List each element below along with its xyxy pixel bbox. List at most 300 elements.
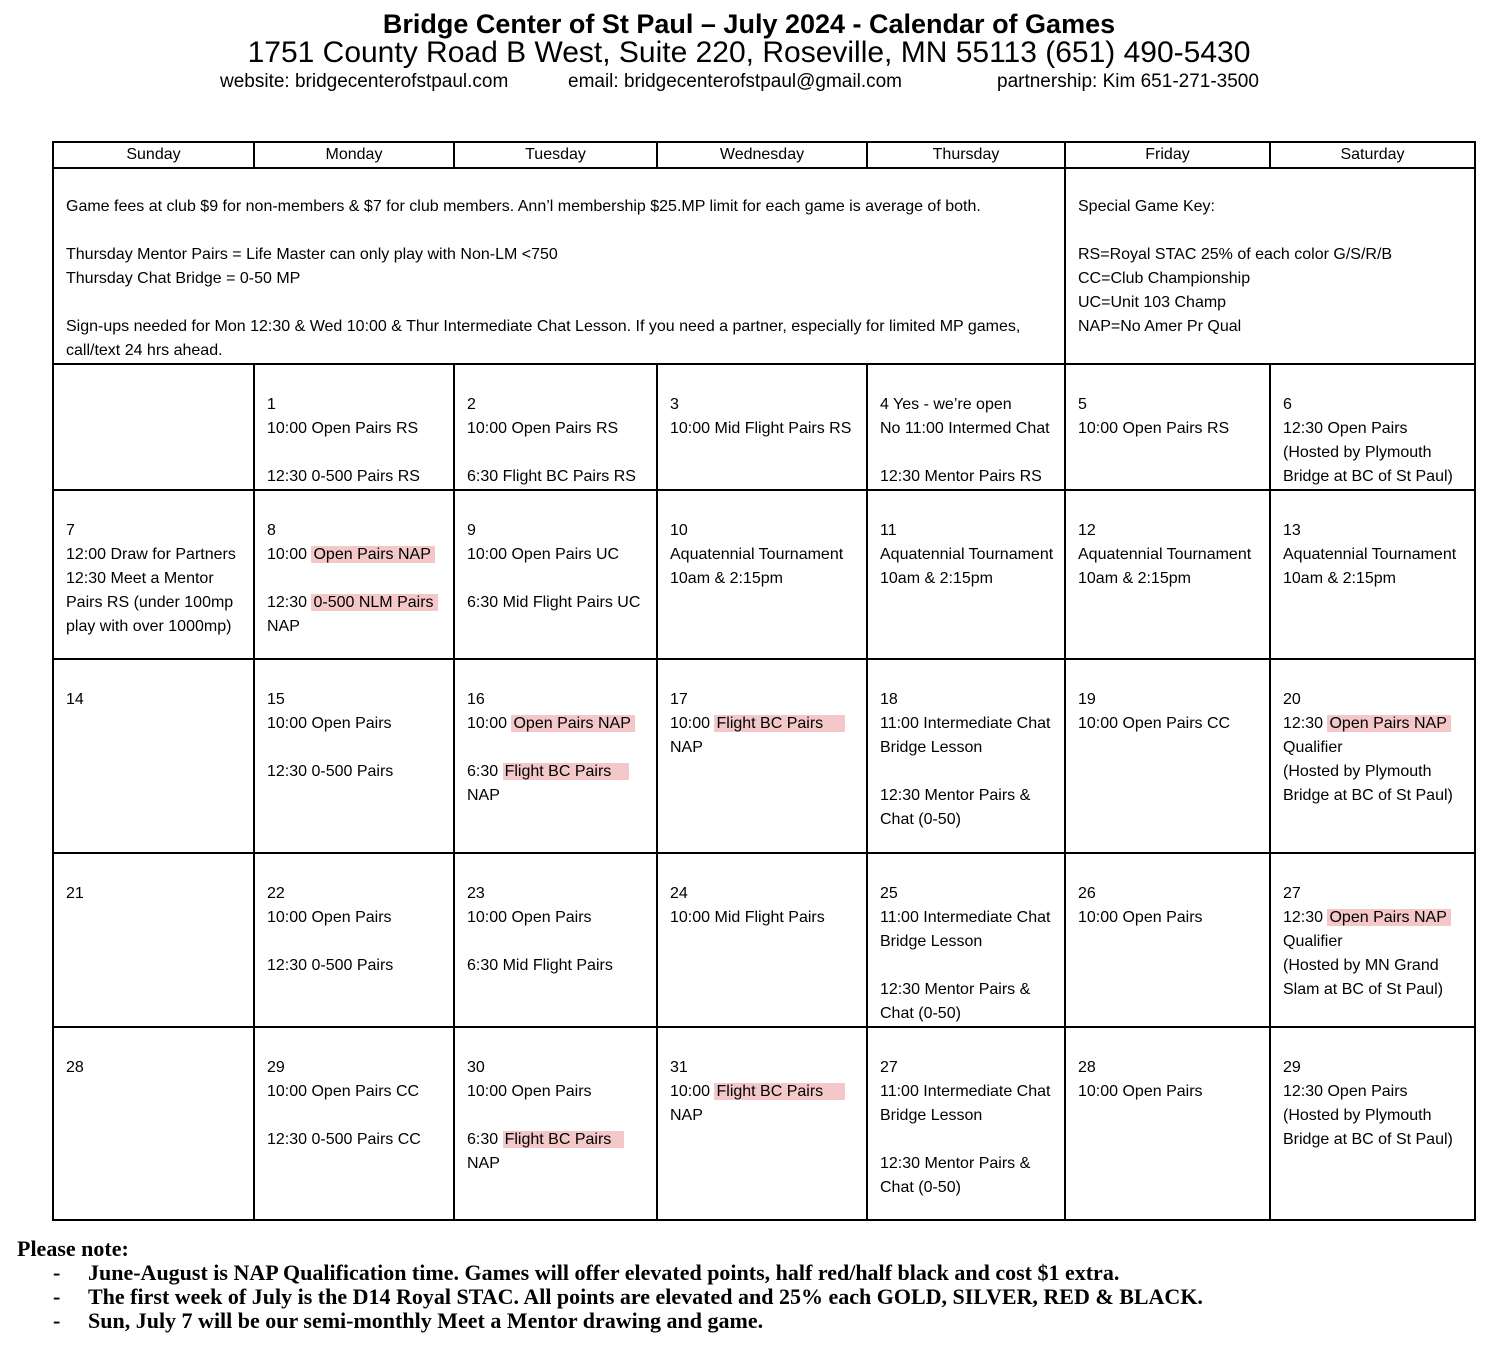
game-line-text: Aquatennial Tournament	[880, 546, 1054, 563]
game-line-text: 12:30 Open Pairs	[1283, 420, 1408, 437]
day-number	[880, 519, 1052, 543]
game-line-text: 10:00	[267, 546, 312, 563]
note-text: Sun, July 7 will be our semi-monthly Meet a Mentor drawing and game.	[88, 1308, 764, 1333]
game-line-text: 16	[467, 691, 485, 708]
day-number	[1283, 393, 1462, 417]
game-line	[1283, 978, 1462, 1002]
game-line	[880, 1104, 1052, 1128]
game-line-text: Qualifier	[1283, 739, 1343, 756]
nap-highlight: Open Pairs NAP	[511, 715, 634, 732]
game-line	[66, 567, 241, 591]
game-line-text: 6:30	[467, 763, 503, 780]
game-line-text: 12:30 Open Pairs	[1283, 1083, 1408, 1100]
game-line-text: 12:30 Mentor Pairs RS	[880, 468, 1042, 485]
day-number	[1078, 882, 1257, 906]
weekday-header: Wednesday	[657, 142, 867, 168]
game-line-text: 10	[670, 522, 688, 539]
email-link[interactable]: email: bridgecenterofstpaul@gmail.com	[568, 71, 902, 92]
game-line	[1283, 736, 1462, 760]
week-row	[53, 490, 1475, 659]
day-cell	[1270, 659, 1475, 853]
game-line-text: Bridge at BC of St Paul)	[1283, 468, 1453, 485]
note-item	[17, 1261, 1203, 1285]
day-cell	[1270, 490, 1475, 659]
game-line	[267, 591, 441, 615]
day-number	[880, 393, 1052, 417]
game-line	[267, 441, 441, 465]
day-cell	[867, 659, 1065, 853]
game-line-text: 12:30 Mentor Pairs &	[880, 1155, 1031, 1172]
game-line-text: 12:30 Mentor Pairs &	[880, 981, 1031, 998]
game-line	[880, 1128, 1052, 1152]
day-cell	[53, 853, 254, 1027]
game-line	[1283, 906, 1462, 930]
game-line-text: 29	[267, 1059, 285, 1076]
game-line	[267, 465, 441, 489]
game-line	[467, 567, 644, 591]
day-cell	[1065, 490, 1270, 659]
calendar-table	[52, 141, 1476, 1221]
day-number	[1078, 519, 1257, 543]
weekday-header: Saturday	[1270, 142, 1475, 168]
game-line-text: 14	[66, 691, 84, 708]
game-line-text: 10am & 2:15pm	[670, 570, 783, 587]
game-line	[880, 784, 1052, 808]
note-text: The first week of July is the D14 Royal STAC. All points are elevated and 25% each GOLD, SILVER, RED & BLACK.	[88, 1284, 1203, 1309]
weekday-header: Tuesday	[454, 142, 657, 168]
game-line	[1078, 712, 1257, 736]
day-cell	[657, 853, 867, 1027]
nap-highlight: Open Pairs NAP	[311, 546, 434, 563]
game-line	[267, 954, 441, 978]
week-row	[53, 853, 1475, 1027]
day-number	[267, 882, 441, 906]
day-cell	[867, 364, 1065, 490]
day-number	[66, 882, 241, 906]
game-line	[467, 954, 644, 978]
day-cell	[657, 490, 867, 659]
signups-text: Sign-ups needed for Mon 12:30 & Wed 10:00 & Thur Intermediate Chat Lesson. If you need a partner, especially for limited MP games, call/text 24 hrs ahead.	[66, 318, 1021, 359]
game-line-text: 12:30 0-500 Pairs	[267, 957, 394, 974]
key-nap: NAP=No Amer Pr Qual	[1078, 318, 1242, 335]
game-line-text: 15	[267, 691, 285, 708]
note-text: June-August is NAP Qualification time. Games will offer elevated points, half red/half black and cost $1 extra.	[88, 1260, 1120, 1285]
weekday-header: Friday	[1065, 142, 1270, 168]
game-line	[880, 567, 1052, 591]
game-line-text: Slam at BC of St Paul)	[1283, 981, 1444, 998]
game-line-text: 12:30 Mentor Pairs &	[880, 787, 1031, 804]
week-row	[53, 1027, 1475, 1220]
game-line	[1078, 417, 1257, 441]
game-line-text: Chat (0-50)	[880, 1005, 961, 1022]
game-line-text: Bridge Lesson	[880, 1107, 983, 1124]
game-line	[267, 760, 441, 784]
game-line-text: 3	[670, 396, 679, 413]
day-number	[670, 688, 854, 712]
day-cell	[1065, 364, 1270, 490]
day-number	[1078, 688, 1257, 712]
game-line-text: 17	[670, 691, 688, 708]
game-line	[880, 543, 1052, 567]
day-cell	[254, 1027, 454, 1220]
club-address: 1751 County Road B West, Suite 220, Roseville, MN 55113 (651) 490-5430	[247, 36, 1251, 69]
game-line	[670, 1080, 854, 1104]
day-number	[467, 393, 644, 417]
game-line-text: play with over 1000mp)	[66, 618, 232, 635]
day-number	[267, 1056, 441, 1080]
game-line	[880, 736, 1052, 760]
game-line	[1283, 760, 1462, 784]
game-line	[267, 1128, 441, 1152]
day-number	[670, 519, 854, 543]
day-number	[670, 1056, 854, 1080]
game-line	[467, 736, 644, 760]
day-cell	[867, 490, 1065, 659]
note-item	[17, 1309, 1203, 1333]
game-line	[267, 712, 441, 736]
game-line	[467, 784, 644, 808]
day-number	[880, 1056, 1052, 1080]
game-line-text: 20	[1283, 691, 1301, 708]
game-line-text: 10:00	[670, 715, 715, 732]
game-line-text: Bridge Lesson	[880, 739, 983, 756]
game-line	[880, 712, 1052, 736]
game-line-text: 19	[1078, 691, 1096, 708]
game-line-text: 24	[670, 885, 688, 902]
game-line-text: 10:00 Open Pairs	[467, 1083, 592, 1100]
game-line-text: Pairs RS (under 100mp	[66, 594, 234, 611]
day-cell	[53, 659, 254, 853]
game-line-text: 10:00 Mid Flight Pairs RS	[670, 420, 852, 437]
game-line	[1283, 417, 1462, 441]
game-line	[66, 543, 241, 567]
game-line-text: 23	[467, 885, 485, 902]
game-line	[267, 930, 441, 954]
game-line	[1283, 543, 1462, 567]
day-number	[467, 688, 644, 712]
day-number	[467, 519, 644, 543]
notes-list	[17, 1261, 1203, 1333]
game-line	[1283, 1080, 1462, 1104]
game-line	[66, 591, 241, 615]
game-line-text: 12:30	[267, 594, 312, 611]
game-line	[670, 712, 854, 736]
game-line	[880, 930, 1052, 954]
day-cell	[1270, 1027, 1475, 1220]
game-fees-text: Game fees at club $9 for non-members & $7 for club members. Ann’l membership $25.MP limit for each game is average of both.	[66, 198, 981, 215]
game-line-text: 10:00 Open Pairs RS	[267, 420, 419, 437]
game-line-text: 12:00 Draw for Partners	[66, 546, 236, 563]
game-line-text: 6:30 Mid Flight Pairs UC	[467, 594, 641, 611]
game-line	[1283, 1128, 1462, 1152]
game-line-text: 25	[880, 885, 898, 902]
game-line-text: (Hosted by Plymouth	[1283, 763, 1432, 780]
game-line	[880, 1176, 1052, 1200]
day-cell	[1270, 853, 1475, 1027]
game-line-text: Aquatennial Tournament	[1283, 546, 1457, 563]
game-line	[880, 978, 1052, 1002]
day-cell	[254, 490, 454, 659]
game-line-text: 26	[1078, 885, 1096, 902]
day-cell	[53, 364, 254, 490]
game-line	[467, 543, 644, 567]
game-line-text: 10am & 2:15pm	[1283, 570, 1396, 587]
game-line-text: 6:30 Mid Flight Pairs	[467, 957, 613, 974]
notes-heading: Please note:	[17, 1236, 129, 1261]
game-line-text: 6:30 Flight BC Pairs RS	[467, 468, 636, 485]
day-number	[267, 688, 441, 712]
game-line-text: NAP	[267, 618, 300, 635]
day-number	[1078, 1056, 1257, 1080]
day-number	[880, 688, 1052, 712]
game-line	[1283, 567, 1462, 591]
game-line-text: Chat (0-50)	[880, 1179, 961, 1196]
game-line	[66, 615, 241, 639]
day-number	[670, 393, 854, 417]
day-number	[267, 519, 441, 543]
game-line-text: 7	[66, 522, 75, 539]
game-line	[467, 417, 644, 441]
day-cell	[53, 1027, 254, 1220]
game-line	[467, 1128, 644, 1152]
game-line	[467, 441, 644, 465]
game-line-text: NAP	[670, 1107, 703, 1124]
game-line-text: 10:00 Open Pairs CC	[1078, 715, 1231, 732]
website-link[interactable]: website: bridgecenterofstpaul.com	[220, 71, 509, 92]
game-line-text: 1	[267, 396, 276, 413]
day-cell	[454, 490, 657, 659]
game-line-text: 13	[1283, 522, 1301, 539]
nap-highlight: Flight BC Pairs	[503, 1131, 625, 1148]
game-line-text: 12	[1078, 522, 1096, 539]
day-cell	[867, 1027, 1065, 1220]
game-line-text: 29	[1283, 1059, 1301, 1076]
day-number	[1283, 1056, 1462, 1080]
game-line	[880, 417, 1052, 441]
game-line	[467, 760, 644, 784]
game-line	[267, 906, 441, 930]
game-line-text: 10:00	[670, 1083, 715, 1100]
game-line-text: 4 Yes - we’re open	[880, 396, 1012, 413]
game-line-text: 21	[66, 885, 84, 902]
game-line	[467, 1152, 644, 1176]
game-line	[880, 954, 1052, 978]
game-line	[880, 808, 1052, 832]
game-line-text: 12:30	[1283, 715, 1328, 732]
game-line-text: 31	[670, 1059, 688, 1076]
day-cell	[1065, 659, 1270, 853]
day-cell	[454, 853, 657, 1027]
game-line-text: 8	[267, 522, 276, 539]
game-line	[1283, 441, 1462, 465]
partnership-contact: partnership: Kim 651-271-3500	[997, 71, 1259, 92]
note-item	[17, 1285, 1203, 1309]
game-line-text: 11	[880, 522, 897, 539]
chat-bridge-text: Thursday Chat Bridge = 0-50 MP	[66, 270, 301, 287]
game-line	[1078, 1080, 1257, 1104]
game-line-text: 10:00 Open Pairs CC	[267, 1083, 420, 1100]
mentor-pairs-text: Thursday Mentor Pairs = Life Master can only play with Non-LM <750	[66, 246, 558, 263]
game-line-text: 27	[1283, 885, 1301, 902]
game-line-text: (Hosted by Plymouth	[1283, 444, 1432, 461]
day-number	[467, 882, 644, 906]
game-line	[267, 1104, 441, 1128]
day-cell	[657, 659, 867, 853]
day-cell	[53, 490, 254, 659]
game-line-text: 10:00 Open Pairs	[267, 909, 392, 926]
game-line-text: 12:30 0-500 Pairs CC	[267, 1131, 421, 1148]
game-line	[880, 1002, 1052, 1026]
info-row	[53, 168, 1475, 364]
day-cell	[657, 1027, 867, 1220]
weekday-header-row	[53, 142, 1475, 168]
game-line-text: 12:30 Meet a Mentor	[66, 570, 214, 587]
note-bullet: -	[53, 1284, 61, 1309]
day-cell	[454, 1027, 657, 1220]
game-line-text: 10:00 Open Pairs	[267, 715, 392, 732]
day-number	[1283, 688, 1462, 712]
day-cell	[254, 853, 454, 1027]
week-row	[53, 364, 1475, 490]
game-line-text: 9	[467, 522, 476, 539]
game-line	[467, 712, 644, 736]
key-cc: CC=Club Championship	[1078, 270, 1251, 287]
page-title: Bridge Center of St Paul – July 2024 - Calendar of Games	[382, 9, 1116, 39]
weekday-header: Sunday	[53, 142, 254, 168]
game-line	[267, 1080, 441, 1104]
day-number	[267, 393, 441, 417]
game-line	[880, 1152, 1052, 1176]
game-line-text: NAP	[670, 739, 703, 756]
day-cell	[1270, 364, 1475, 490]
weekday-header: Monday	[254, 142, 454, 168]
game-line-text: 6:30	[467, 1131, 503, 1148]
game-line-text: 10:00 Open Pairs	[467, 909, 592, 926]
game-line-text: 2	[467, 396, 476, 413]
game-line-text: 12:30 0-500 Pairs	[267, 763, 394, 780]
game-line-text: 11:00 Intermediate Chat	[880, 909, 1051, 926]
weekday-header: Thursday	[867, 142, 1065, 168]
game-line-text: 11:00 Intermediate Chat	[880, 715, 1051, 732]
game-line	[267, 615, 441, 639]
game-line-text: 10:00 Open Pairs	[1078, 909, 1203, 926]
game-line	[880, 760, 1052, 784]
game-line	[467, 465, 644, 489]
game-line-text: 10:00 Open Pairs RS	[467, 420, 619, 437]
game-line	[467, 591, 644, 615]
week-row	[53, 659, 1475, 853]
game-line	[1078, 543, 1257, 567]
day-number	[880, 882, 1052, 906]
nap-highlight: 0-500 NLM Pairs	[311, 594, 437, 611]
game-line-text: 10:00	[467, 715, 512, 732]
day-number	[66, 1056, 241, 1080]
game-line-text: No 11:00 Intermed Chat	[880, 420, 1050, 437]
game-line	[1283, 1104, 1462, 1128]
game-line-text: 10:00 Open Pairs UC	[467, 546, 620, 563]
game-line-text: NAP	[467, 787, 500, 804]
game-line	[1283, 954, 1462, 978]
game-line-text: 10am & 2:15pm	[1078, 570, 1191, 587]
game-line-text: Bridge at BC of St Paul)	[1283, 1131, 1453, 1148]
game-line-text: (Hosted by MN Grand	[1283, 957, 1439, 974]
game-line	[467, 1104, 644, 1128]
game-line-text: 10:00 Open Pairs	[1078, 1083, 1203, 1100]
game-line-text: 10:00 Open Pairs RS	[1078, 420, 1230, 437]
game-line-text: 28	[66, 1059, 84, 1076]
game-line	[880, 1080, 1052, 1104]
game-line-text: (Hosted by Plymouth	[1283, 1107, 1432, 1124]
note-bullet: -	[53, 1308, 61, 1333]
day-number	[66, 519, 241, 543]
club-info-panel	[53, 168, 1065, 364]
game-line	[670, 543, 854, 567]
day-cell	[254, 659, 454, 853]
game-line-text: 6	[1283, 396, 1292, 413]
game-line	[267, 736, 441, 760]
game-line-text: 10:00 Mid Flight Pairs	[670, 909, 825, 926]
game-line	[1078, 906, 1257, 930]
game-line	[267, 567, 441, 591]
game-line	[1078, 567, 1257, 591]
day-number	[670, 882, 854, 906]
nap-highlight: Open Pairs NAP	[1327, 909, 1450, 926]
game-line-text: 5	[1078, 396, 1087, 413]
game-line	[267, 417, 441, 441]
game-line	[670, 417, 854, 441]
day-number	[1078, 393, 1257, 417]
note-bullet: -	[53, 1260, 61, 1285]
game-line-text: Chat (0-50)	[880, 811, 961, 828]
game-line-text: Aquatennial Tournament	[1078, 546, 1252, 563]
game-line-text: 10am & 2:15pm	[880, 570, 993, 587]
game-line-text: 22	[267, 885, 285, 902]
day-cell	[867, 853, 1065, 1027]
game-line-text: NAP	[467, 1155, 500, 1172]
key-uc: UC=Unit 103 Champ	[1078, 294, 1227, 311]
game-line	[880, 906, 1052, 930]
game-line-text: 28	[1078, 1059, 1096, 1076]
game-line-text: Bridge at BC of St Paul)	[1283, 787, 1453, 804]
day-number	[66, 688, 241, 712]
game-line-text: Bridge Lesson	[880, 933, 983, 950]
game-line	[1283, 465, 1462, 489]
day-cell	[657, 364, 867, 490]
game-line-text: 30	[467, 1059, 485, 1076]
game-key-title: Special Game Key:	[1078, 198, 1215, 215]
game-line-text: Qualifier	[1283, 933, 1343, 950]
nap-highlight: Open Pairs NAP	[1327, 715, 1450, 732]
game-line-text: Aquatennial Tournament	[670, 546, 844, 563]
nap-highlight: Flight BC Pairs	[714, 1083, 844, 1100]
day-number	[467, 1056, 644, 1080]
game-line	[670, 906, 854, 930]
game-line	[1283, 930, 1462, 954]
game-line	[1283, 784, 1462, 808]
game-line	[670, 567, 854, 591]
game-line	[670, 1104, 854, 1128]
game-line-text: 18	[880, 691, 898, 708]
day-cell	[454, 659, 657, 853]
day-cell	[454, 364, 657, 490]
day-number	[1283, 882, 1462, 906]
game-line	[467, 1080, 644, 1104]
game-key-panel	[1065, 168, 1475, 364]
nap-highlight: Flight BC Pairs	[503, 763, 629, 780]
game-line-text: 12:30	[1283, 909, 1328, 926]
notes-section	[17, 1237, 1203, 1333]
game-line	[467, 930, 644, 954]
